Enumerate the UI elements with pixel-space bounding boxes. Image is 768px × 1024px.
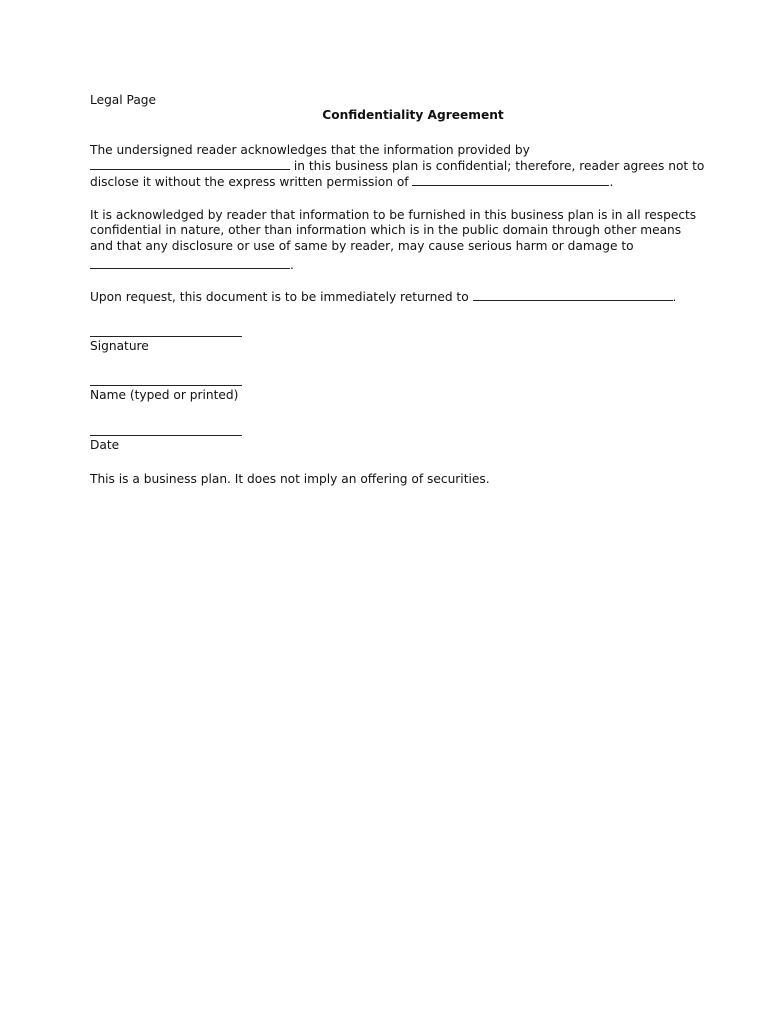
paragraph-text: The undersigned reader acknowledges that the information provided by	[90, 143, 530, 157]
paragraph-line	[90, 174, 613, 190]
paragraph-line	[90, 158, 704, 174]
signature-line	[90, 336, 242, 337]
period: .	[672, 290, 677, 304]
page-title: Confidentiality Agreement	[322, 108, 504, 122]
blank-field-permission	[412, 174, 609, 186]
blank-field-return	[473, 289, 673, 301]
name-label: Name (typed or printed)	[90, 388, 239, 402]
name-line	[90, 385, 242, 386]
period: .	[290, 258, 294, 272]
blank-field-provider	[90, 158, 290, 170]
blank-field-damage	[90, 257, 290, 269]
date-line	[90, 435, 242, 436]
paragraph-line	[90, 257, 294, 273]
signature-label: Signature	[90, 339, 149, 353]
paragraph-text: Upon request, this document is to be immediately returned to	[90, 290, 473, 304]
paragraph-text: and that any disclosure or use of same by reader, may cause serious harm or damage to	[90, 239, 634, 253]
paragraph-text: It is acknowledged by reader that information to be furnished in this business plan is in all respects	[90, 208, 697, 222]
paragraph-text: in this business plan is confidential; therefore, reader agrees not to	[290, 159, 705, 173]
paragraph-3	[90, 289, 676, 305]
paragraph-text: confidential in nature, other than information which is in the public domain through other means	[90, 223, 682, 237]
legal-page-label: Legal Page	[90, 93, 157, 107]
period: .	[609, 175, 614, 189]
date-label: Date	[90, 438, 120, 452]
paragraph-text: disclose it without the express written permission of	[90, 175, 413, 189]
disclaimer-text: This is a business plan. It does not imply an offering of securities.	[90, 472, 490, 486]
